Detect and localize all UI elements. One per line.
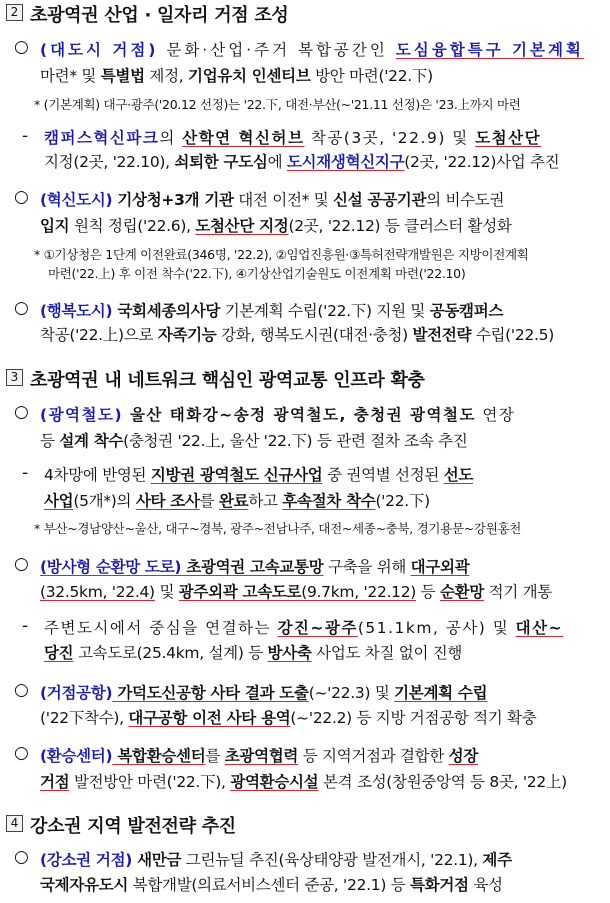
bullet-circle: ○ (14, 402, 29, 422)
paragraph-line: (대도시 거점) 문화·산업·주거 복합공간인 도심융합특구 기본계획 (40, 41, 584, 59)
paragraph-line: (거점공항) 가덕도신공항 사타 결과 도출(~'22.3) 및 기본계획 수립 (40, 684, 488, 702)
paragraph-line: 착공('22.上)으로 자족기능 강화, 행복도시권(대전·충청) 발전전략 수립('22.5) (40, 326, 554, 344)
paragraph-line: 입지 원칙 정립('22.6), 도첨산단 지정(2곳, '22.12) 등 클러스터 활성화 (40, 217, 512, 235)
paragraph-line: (광역철도) 울산 태화강~송정 광역철도, 충청권 광역철도 연장 (40, 406, 516, 424)
section-title: 강소권 지역 발전전략 추진 (30, 816, 236, 837)
section-title: 초광역권 산업 · 일자리 거점 조성 (30, 5, 289, 26)
bullet-dash: - (22, 463, 29, 483)
section-title: 초광역권 내 네트워크 핵심인 광역교통 인프라 확충 (30, 370, 425, 391)
paragraph-line: (환승센터) 복합환승센터를 초광역협력 등 지역거점과 결합한 성장 (40, 747, 479, 765)
paragraph-line: 주변도시에서 중심을 연결하는 강진~광주(51.1km, 공사) 및 대산~ (44, 619, 564, 637)
section-number-box: 4 (6, 815, 23, 832)
footnote: 마련('22.上) 후 이전 착수('22.下), ④기상산업기술원도 이전계획 마련('22.10) (48, 266, 466, 281)
bullet-circle: ○ (14, 37, 29, 57)
paragraph-line: 국제자유도시 복합개발(의료서비스센터 준공, '22.1) 등 특화거점 육성 (40, 876, 503, 894)
paragraph-line: ('22下착수), 대구공항 이전 사타 용역(~'22.2) 등 지방 거점공항 적기 확충 (40, 709, 537, 727)
section-number-box: 3 (6, 369, 23, 386)
paragraph-line: (강소권 거점) 새만금 그린뉴딜 추진(육상태양광 발전개시, '22.1), 제주 (40, 851, 512, 869)
bullet-circle: ○ (14, 298, 29, 318)
paragraph-line: 지정(2곳, '22.10), 쇠퇴한 구도심에 도시재생혁신지구(2곳, '22.12)사업 추진 (44, 153, 560, 171)
paragraph-line: (행복도시) 국회세종의사당 기본계획 수립('22.下) 지원 및 공동캠퍼스 (40, 302, 504, 320)
paragraph-line: 마련* 및 특별법 제정, 기업유치 인센티브 방안 마련('22.下) (40, 67, 433, 85)
paragraph-line: 4차망에 반영된 지방권 광역철도 신규사업 중 권역별 선정된 선도 (44, 466, 474, 484)
section-number-box: 2 (6, 4, 23, 21)
footnote: * 부산~경남양산~울산, 대구~경북, 광주~전남나주, 대전~세종~충북, 경기용문~강원홍천 (34, 521, 522, 536)
paragraph-line: 당진 고속도로(25.4km, 설계) 등 방사축 사업도 차질 없이 진행 (44, 644, 463, 662)
bullet-circle: ○ (14, 847, 29, 867)
paragraph-line: 등 설계 착수(충청권 '22.上, 울산 '22.下) 등 관련 절차 조속 추진 (40, 432, 468, 450)
paragraph-line: 거점 발전방안 마련('22.下), 광역환승시설 본격 조성(창원중앙역 등 8곳, '22上) (40, 773, 567, 791)
paragraph-line: (혁신도시) 기상청+3개 기관 대전 이전* 및 신설 공공기관의 비수도권 (40, 191, 505, 209)
bullet-circle: ○ (14, 187, 29, 207)
bullet-dash: - (22, 126, 29, 146)
bullet-circle: ○ (14, 554, 29, 574)
paragraph-line: (방사형 순환망 도로) 초광역권 고속교통망 구축을 위해 대구외곽 (40, 558, 470, 576)
bullet-circle: ○ (14, 743, 29, 763)
bullet-circle: ○ (14, 680, 29, 700)
footnote: * ①기상청은 1단계 이전완료(346명, '22.2), ②임업진흥원·③특허전략개발원은 지방이전계획 (34, 247, 529, 262)
footnote: * (기본계획) 대구·광주('20.12 선정)는 '22.下, 대전·부산(~'21.11 선정)은 '23.上까지 마련 (34, 97, 521, 112)
paragraph-line: (32.5km, '22.4) 및 광주외곽 고속도로(9.7km, '22.12) 등 순환망 적기 개통 (40, 583, 552, 601)
bullet-dash: - (22, 616, 29, 636)
paragraph-line: 사업(5개*)의 사타 조사를 완료하고 후속절차 착수('22.下) (44, 492, 430, 510)
paragraph-line: 캠퍼스혁신파크의 산학연 혁신허브 착공(3곳, '22.9) 및 도첨산단 (44, 129, 542, 147)
